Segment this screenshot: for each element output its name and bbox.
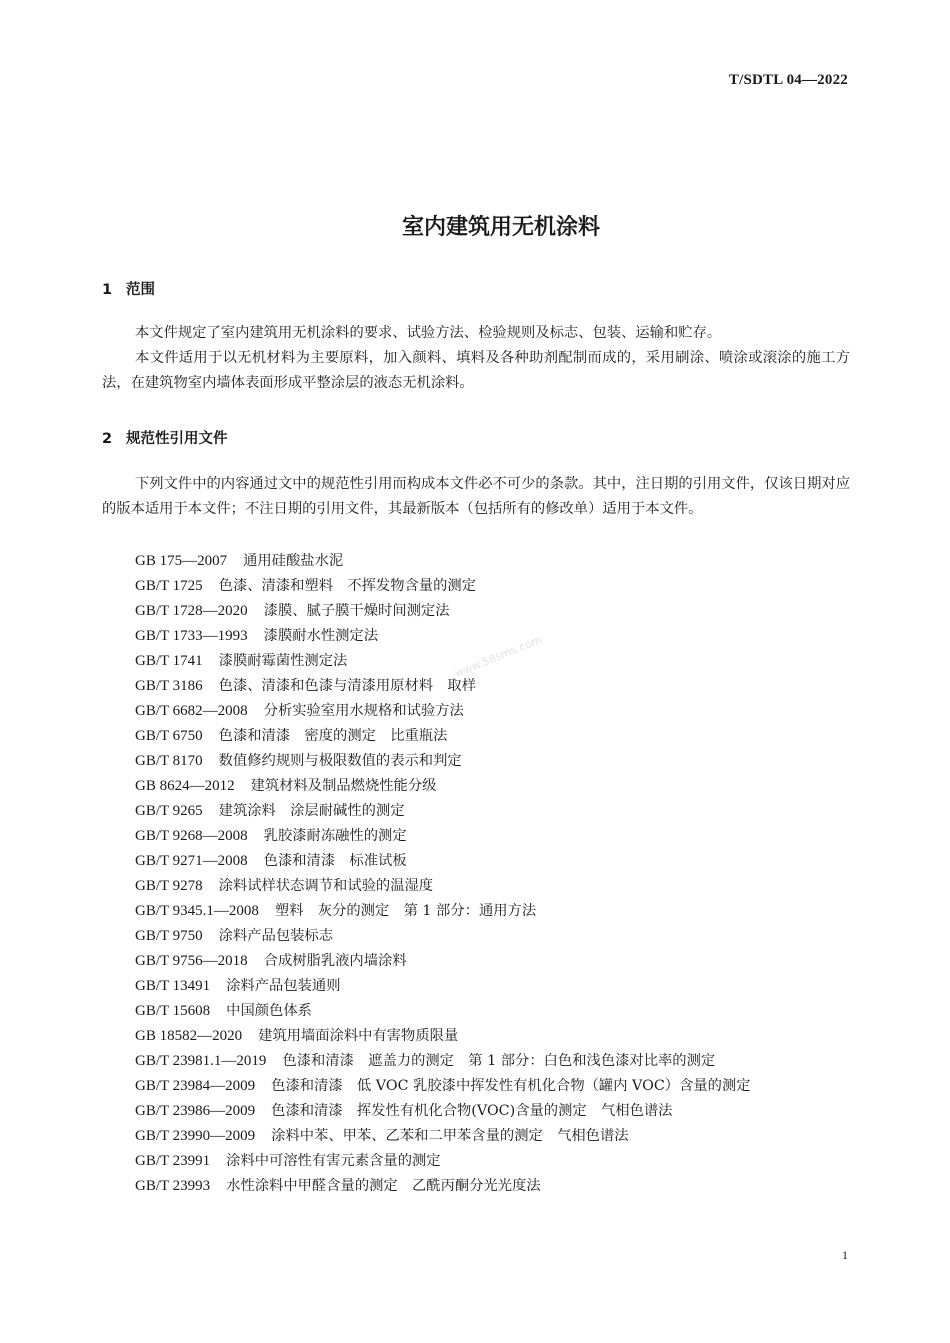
document-title: 室内建筑用无机涂料 bbox=[401, 215, 600, 240]
reference-item bbox=[135, 774, 751, 799]
reference-item bbox=[135, 1149, 751, 1174]
reference-item bbox=[135, 649, 751, 674]
reference-code: GB/T 15608 bbox=[135, 1003, 211, 1019]
reference-code: GB 18582—2020 bbox=[135, 1028, 243, 1044]
reference-code: GB/T 9278 bbox=[135, 878, 203, 894]
reference-title: 合成树脂乳液内墙涂料 bbox=[263, 953, 407, 969]
reference-item bbox=[135, 1049, 751, 1074]
reference-item bbox=[135, 1124, 751, 1149]
reference-title: 涂料产品包装标志 bbox=[218, 928, 334, 944]
reference-title: 分析实验室用水规格和试验方法 bbox=[263, 703, 464, 719]
reference-item bbox=[135, 549, 751, 574]
reference-code: GB/T 9268—2008 bbox=[135, 828, 248, 844]
reference-code: GB/T 13491 bbox=[135, 978, 211, 994]
references-intro-paragraph: 下列文件中的内容通过文中的规范性引用而构成本文件必不可少的条款。其中，注日期的引用文件，仅该日期对应的版本适用于本文件；不注日期的引用文件，其最新版本（包括所有的修改单）适用于本文件。 bbox=[102, 476, 850, 517]
reference-title: 涂料试样状态调节和试验的温湿度 bbox=[218, 878, 434, 894]
reference-item bbox=[135, 1024, 751, 1049]
reference-item bbox=[135, 1174, 751, 1199]
reference-title: 色漆、清漆和色漆与清漆用原材料 取样 bbox=[218, 678, 476, 694]
reference-item bbox=[135, 849, 751, 874]
reference-code: GB/T 9271—2008 bbox=[135, 853, 248, 869]
reference-item bbox=[135, 824, 751, 849]
section-heading-normative-references bbox=[102, 427, 228, 448]
watermark: www.58sms.com bbox=[452, 633, 544, 680]
reference-item bbox=[135, 974, 751, 999]
reference-item bbox=[135, 624, 751, 649]
scope-paragraph-1: 本文件规定了室内建筑用无机涂料的要求、试验方法、检验规则及标志、包装、运输和贮存。 bbox=[135, 325, 722, 341]
reference-item bbox=[135, 949, 751, 974]
reference-title: 建筑用墙面涂料中有害物质限量 bbox=[258, 1028, 459, 1044]
reference-code: GB/T 1733—1993 bbox=[135, 628, 248, 644]
reference-code: GB/T 1741 bbox=[135, 653, 203, 669]
reference-item bbox=[135, 899, 751, 924]
reference-code: GB/T 6682—2008 bbox=[135, 703, 248, 719]
reference-title: 涂料产品包装通则 bbox=[226, 978, 341, 994]
reference-code: GB/T 23986—2009 bbox=[135, 1103, 256, 1119]
reference-item bbox=[135, 674, 751, 699]
reference-title: 漆膜耐水性测定法 bbox=[263, 628, 379, 644]
section-title: 范围 bbox=[126, 282, 155, 298]
reference-code: GB/T 23991 bbox=[135, 1153, 211, 1169]
page-number: 1 bbox=[842, 1248, 848, 1262]
reference-item bbox=[135, 1099, 751, 1124]
reference-item bbox=[135, 799, 751, 824]
reference-title: 色漆和清漆 低 VOC 乳胶漆中挥发性有机化合物（罐内 VOC）含量的测定 bbox=[271, 1078, 751, 1094]
reference-code: GB/T 23984—2009 bbox=[135, 1078, 256, 1094]
reference-code: GB/T 9750 bbox=[135, 928, 203, 944]
reference-code: GB/T 9345.1—2008 bbox=[135, 903, 259, 919]
scope-paragraph-2: 本文件适用于以无机材料为主要原料，加入颜料、填料及各种助剂配制而成的，采用刷涂、喷涂或滚涂的施工方法，在建筑物室内墙体表面形成平整涂层的液态无机涂料。 bbox=[102, 350, 850, 391]
reference-title: 色漆和清漆 密度的测定 比重瓶法 bbox=[218, 728, 448, 744]
reference-item bbox=[135, 749, 751, 774]
reference-title: 中国颜色体系 bbox=[226, 1003, 312, 1019]
reference-item bbox=[135, 724, 751, 749]
standard-code: T/SDTL 04—2022 bbox=[728, 72, 848, 88]
reference-item bbox=[135, 874, 751, 899]
reference-code: GB/T 1725 bbox=[135, 578, 203, 594]
section-title: 规范性引用文件 bbox=[126, 431, 228, 447]
reference-code: GB/T 9265 bbox=[135, 803, 203, 819]
section-number: 2 bbox=[102, 431, 113, 447]
reference-title: 建筑涂料 涂层耐碱性的测定 bbox=[218, 803, 405, 819]
reference-item bbox=[135, 699, 751, 724]
reference-title: 色漆和清漆 遮盖力的测定 第 1 部分：白色和浅色漆对比率的测定 bbox=[282, 1053, 716, 1069]
reference-code: GB/T 9756—2018 bbox=[135, 953, 248, 969]
section-heading-scope bbox=[102, 278, 155, 299]
reference-item bbox=[135, 599, 751, 624]
reference-title: 涂料中可溶性有害元素含量的测定 bbox=[226, 1153, 441, 1169]
reference-title: 水性涂料中甲醛含量的测定 乙酰丙酮分光光度法 bbox=[226, 1178, 541, 1194]
section-number: 1 bbox=[102, 282, 113, 298]
reference-code: GB/T 3186 bbox=[135, 678, 203, 694]
reference-item bbox=[135, 999, 751, 1024]
reference-title: 通用硅酸盐水泥 bbox=[243, 553, 344, 569]
reference-item bbox=[135, 1074, 751, 1099]
reference-code: GB 8624—2012 bbox=[135, 778, 235, 794]
reference-title: 色漆和清漆 标准试板 bbox=[263, 853, 407, 869]
reference-code: GB/T 23993 bbox=[135, 1178, 211, 1194]
reference-title: 建筑材料及制品燃烧性能分级 bbox=[250, 778, 437, 794]
reference-code: GB/T 23990—2009 bbox=[135, 1128, 256, 1144]
reference-title: 色漆和清漆 挥发性有机化合物(VOC)含量的测定 气相色谱法 bbox=[271, 1103, 673, 1119]
reference-code: GB/T 6750 bbox=[135, 728, 203, 744]
reference-title: 塑料 灰分的测定 第 1 部分：通用方法 bbox=[274, 903, 537, 919]
reference-title: 色漆、清漆和塑料 不挥发物含量的测定 bbox=[218, 578, 476, 594]
reference-title: 乳胶漆耐冻融性的测定 bbox=[263, 828, 407, 844]
reference-item bbox=[135, 574, 751, 599]
reference-code: GB/T 8170 bbox=[135, 753, 203, 769]
reference-list bbox=[135, 549, 751, 1199]
reference-title: 漆膜、腻子膜干燥时间测定法 bbox=[263, 603, 450, 619]
reference-item bbox=[135, 924, 751, 949]
reference-code: GB/T 23981.1—2019 bbox=[135, 1053, 267, 1069]
reference-code: GB 175—2007 bbox=[135, 553, 228, 569]
reference-title: 漆膜耐霉菌性测定法 bbox=[218, 653, 348, 669]
reference-title: 涂料中苯、甲苯、乙苯和二甲苯含量的测定 气相色谱法 bbox=[271, 1128, 629, 1144]
reference-title: 数值修约规则与极限数值的表示和判定 bbox=[218, 753, 462, 769]
reference-code: GB/T 1728—2020 bbox=[135, 603, 248, 619]
